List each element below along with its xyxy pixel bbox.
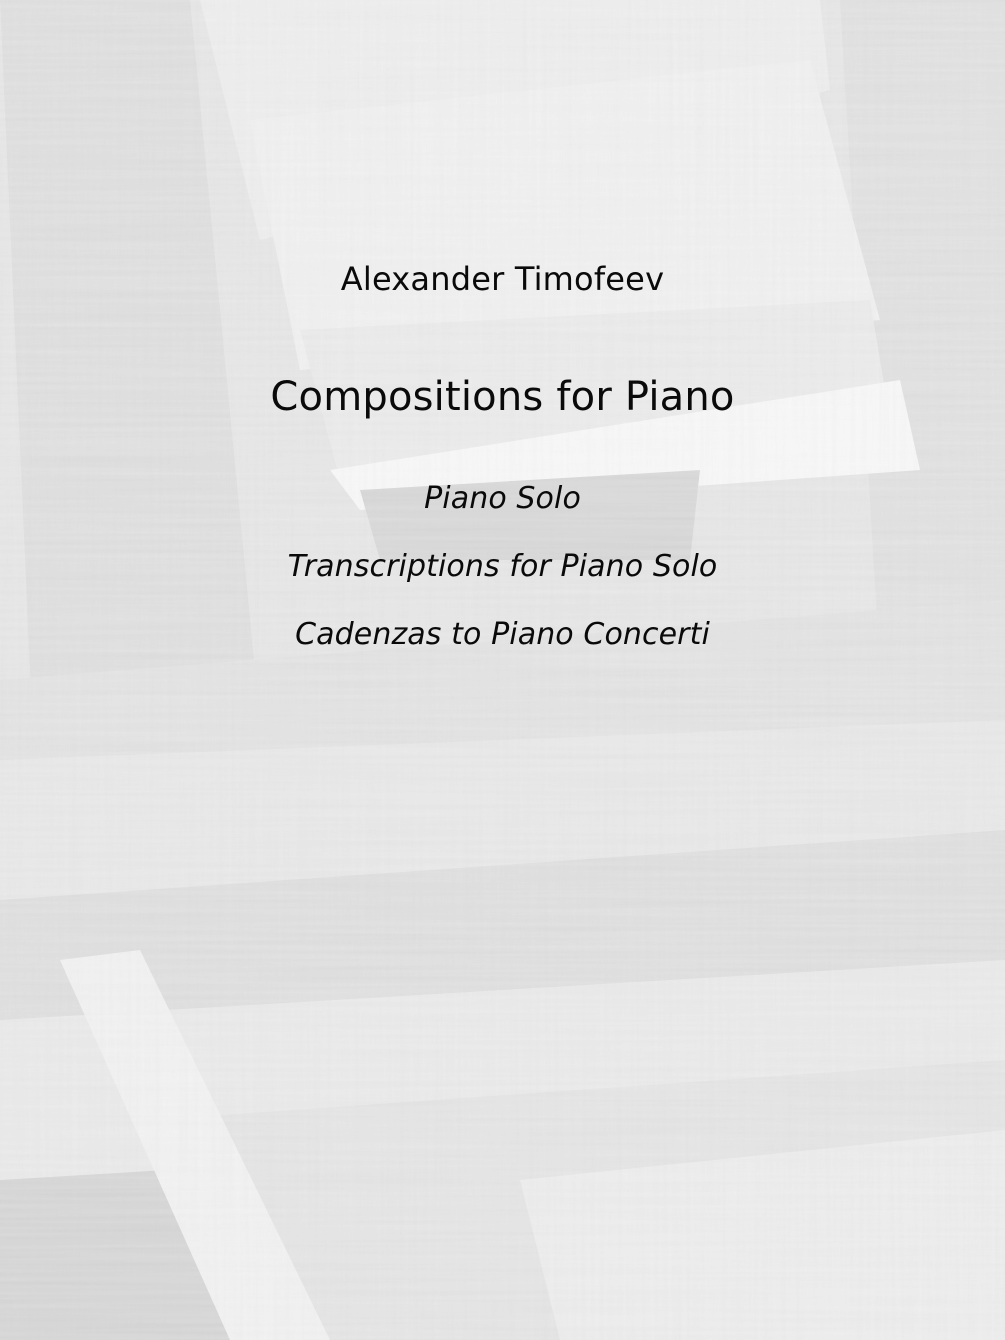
subtitle-transcriptions: Transcriptions for Piano Solo xyxy=(287,549,718,584)
document-title: Compositions for Piano xyxy=(270,374,735,420)
subtitle-piano-solo: Piano Solo xyxy=(424,481,581,516)
author-name: Alexander Timofeev xyxy=(340,260,665,298)
subtitle-cadenzas: Cadenzas to Piano Concerti xyxy=(295,617,710,652)
